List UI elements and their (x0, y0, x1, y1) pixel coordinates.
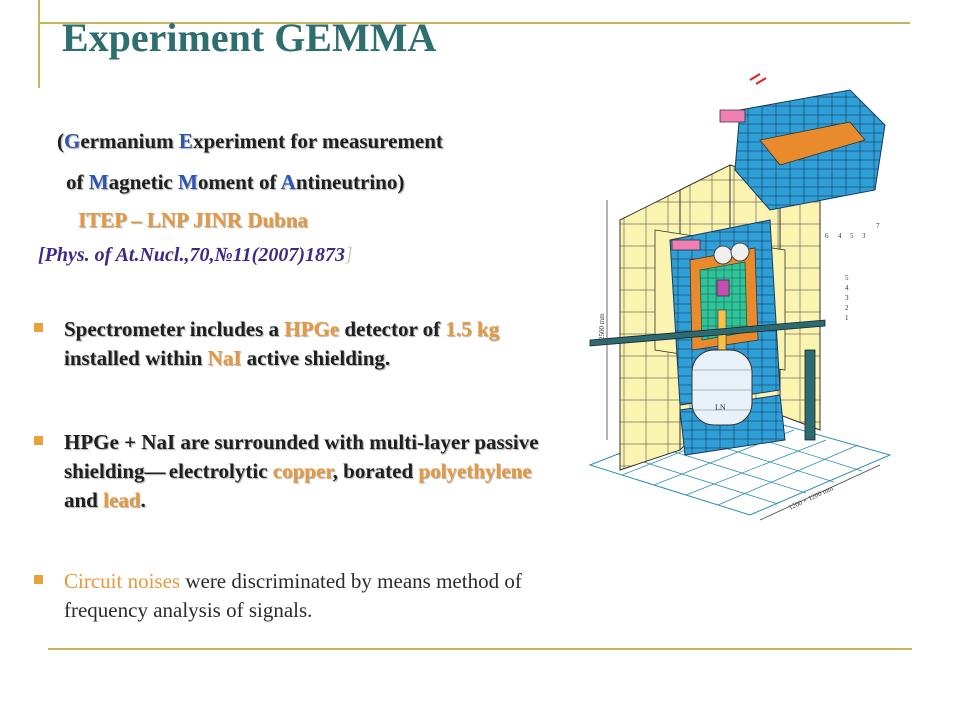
base-label: 1200 × 1200 mm (787, 484, 835, 512)
callout-labels (825, 222, 880, 322)
bullet-square-icon (34, 323, 43, 332)
frame-left-rule (38, 0, 40, 88)
bullet-spectrometer: Spectrometer includes a HPGe detector of 1.5 kg installed within NaI active shielding. (64, 315, 544, 373)
callout-top-3: 5 (850, 232, 854, 240)
dewar (692, 350, 752, 425)
citation: [Phys. of At.Nucl.,70,№11(2007)1873] (38, 244, 353, 266)
callout-side-2: 4 (845, 284, 849, 292)
bullet-square-icon (34, 436, 43, 445)
callout-side-3: 3 (845, 294, 849, 302)
callout-top-2: 4 (838, 232, 842, 240)
institutes-line: ITEP – LNP JINR Dubna (78, 208, 308, 232)
frame-bottom-rule (48, 648, 912, 650)
slide-title: Experiment GEMMA (62, 15, 437, 60)
callout-side-1: 5 (845, 274, 849, 282)
callout-top-1: 6 (825, 232, 829, 240)
subtitle-line-1: (Germanium Experiment for measurement (57, 129, 443, 153)
callout-side-5: 1 (845, 314, 849, 322)
callout-side-4: 2 (845, 304, 849, 312)
subtitle-line-2: of Magnetic Moment of Antineutrino) (66, 170, 405, 194)
bullet-circuit-noises: Circuit noises were discriminated by means method of frequency analysis of signals. (64, 567, 544, 625)
bullet-shielding: HPGe + NaI are surrounded with multi-layer passive shielding— electrolytic copper, borated polyethylene and lead. (64, 428, 544, 515)
height-label: 2500 mm (598, 313, 606, 340)
bullet-square-icon (34, 575, 43, 584)
callout-top-5: 7 (876, 222, 880, 230)
callout-top-4: 3 (862, 232, 866, 240)
ln-label: LN (715, 403, 726, 412)
gemma-setup-diagram (580, 70, 900, 530)
